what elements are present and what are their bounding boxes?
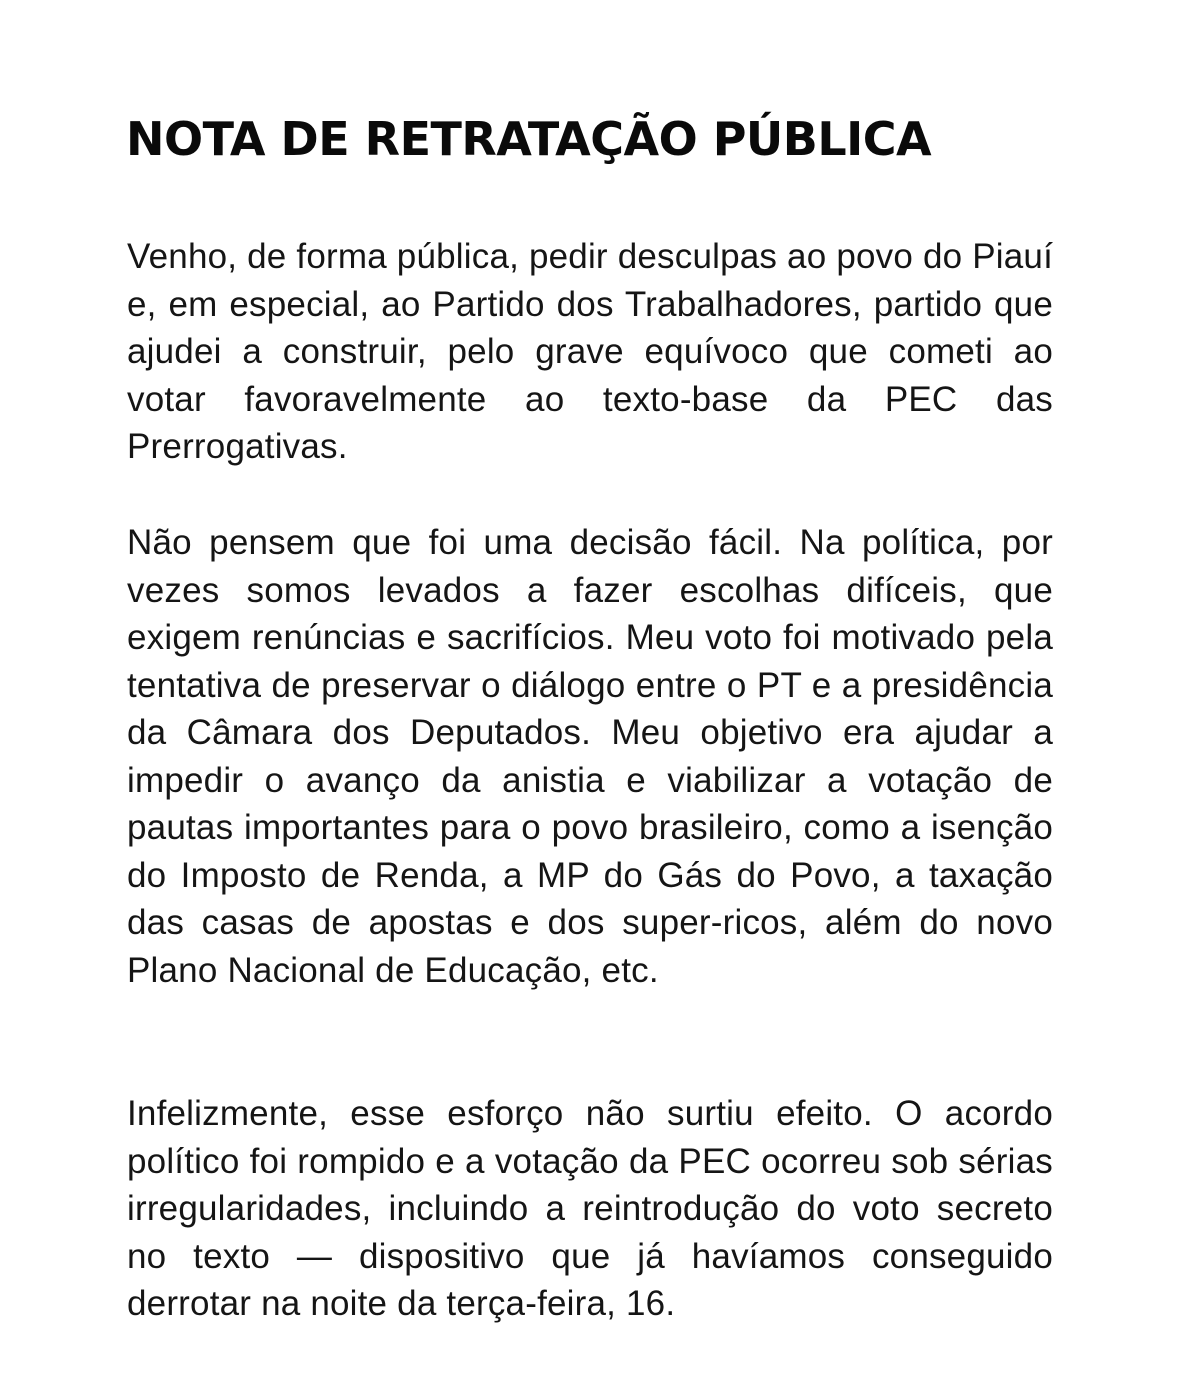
- paragraph-justification: Não pensem que foi uma decisão fácil. Na política, por vezes somos levados a fazer escolhas difíceis, que exigem renúncias e sacrifícios. Meu voto foi motivado pela tentativa de preservar o diálogo entre o PT e a presidência da Câmara dos Deputados. Meu objetivo era ajudar a impedir o avanço da anistia e viabilizar a votação de pautas importantes para o povo brasileiro, como a isenção do Imposto de Renda, a MP do Gás do Povo, a taxação das casas de apostas e dos super-ricos, além do novo Plano Nacional de Educação, etc.: [127, 523, 1053, 990]
- paragraph-outcome: Infelizmente, esse esforço não surtiu efeito. O acordo político foi rompido e a votação da PEC ocorreu sob sérias irregularidades, incluindo a reintrodução do voto secreto no texto — dispositivo que já havíamos conseguido derrotar na noite da terça-feira, 16.: [127, 1094, 1053, 1323]
- paragraph-apology: Venho, de forma pública, pedir desculpas ao povo do Piauí e, em especial, ao Partido dos Trabalhadores, partido que ajudei a construir, pelo grave equívoco que cometi ao votar favoravelmente ao texto-base da PEC das Prerrogativas.: [127, 237, 1053, 466]
- note-title: NOTA DE RETRATAÇÃO PÚBLICA: [126, 112, 932, 166]
